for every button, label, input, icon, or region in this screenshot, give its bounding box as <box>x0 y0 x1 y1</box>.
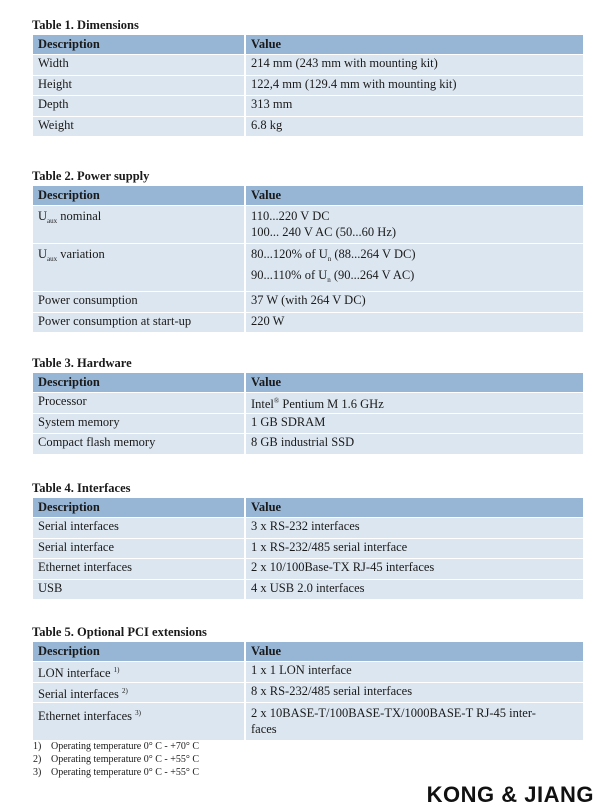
value-subscript: n <box>327 255 332 263</box>
footnote-text: Operating temperature 0° C - +55° C <box>51 767 200 778</box>
row-value: 4 x USB 2.0 interfaces <box>245 579 583 599</box>
value-text: Intel <box>251 397 274 411</box>
label-text: LON interface <box>38 666 114 680</box>
footnote-number: 3) <box>33 767 42 778</box>
row-label <box>33 703 245 741</box>
table-header-row <box>33 35 583 55</box>
table-row <box>33 703 583 741</box>
table3-hardware <box>33 373 583 454</box>
row-value: 37 W (with 264 V DC) <box>245 292 583 313</box>
table-row <box>33 75 583 96</box>
table1-title: Table 1. Dimensions <box>32 18 139 32</box>
table-row <box>33 292 583 313</box>
registered-mark: ® <box>273 397 280 405</box>
table-row <box>33 206 583 244</box>
value-text: (90...264 V AC) <box>330 267 415 282</box>
header-description: Description <box>33 35 245 55</box>
label-u: U <box>38 247 48 261</box>
footnotes <box>33 740 199 779</box>
table-row <box>33 579 583 599</box>
table5-pci-extensions <box>33 642 583 740</box>
row-value <box>245 703 583 741</box>
row-label: System memory <box>33 413 245 434</box>
footnote-text: Operating temperature 0° C - +55° C <box>51 754 200 765</box>
value-text: (88...264 V DC) <box>331 247 416 261</box>
row-value: 3 x RS-232 interfaces <box>245 518 583 539</box>
table-row <box>33 559 583 580</box>
footnote <box>33 740 199 753</box>
footnote-number: 1) <box>33 741 42 752</box>
header-description: Description <box>33 373 245 393</box>
table-row <box>33 682 583 703</box>
table4-title: Table 4. Interfaces <box>32 481 131 495</box>
table-row <box>33 662 583 683</box>
row-value: 2 x 10/100Base-TX RJ-45 interfaces <box>245 559 583 580</box>
value-line: 110...220 V DC <box>251 209 330 223</box>
footnote-ref: 3) <box>135 709 142 717</box>
footnote-text: Operating temperature 0° C - +70° C <box>51 741 200 752</box>
table-row <box>33 244 583 292</box>
row-value: 313 mm <box>245 96 583 117</box>
row-value: 220 W <box>245 312 583 332</box>
brand-logo-text: KONG & JIANG <box>426 782 594 807</box>
header-description: Description <box>33 498 245 518</box>
value-text: Pentium M 1.6 GHz <box>279 397 384 411</box>
row-value <box>245 206 583 244</box>
row-value: 1 x 1 LON interface <box>245 662 583 683</box>
row-value: 122,4 mm (129.4 mm with mounting kit) <box>245 75 583 96</box>
table-header-row <box>33 373 583 393</box>
row-label: Compact flash memory <box>33 434 245 454</box>
value-text: 80...120% of U <box>251 247 328 261</box>
header-value: Value <box>245 186 583 206</box>
table-row <box>33 413 583 434</box>
row-label: Power consumption <box>33 292 245 313</box>
value-text: 90...110% of U <box>251 267 328 282</box>
table-row <box>33 116 583 136</box>
row-label: Serial interfaces <box>33 518 245 539</box>
row-value <box>245 393 583 414</box>
row-label <box>33 244 245 292</box>
row-label <box>33 662 245 683</box>
row-value: 1 GB SDRAM <box>245 413 583 434</box>
row-value: 214 mm (243 mm with mounting kit) <box>245 55 583 76</box>
row-label: Depth <box>33 96 245 117</box>
row-label: Power consumption at start-up <box>33 312 245 332</box>
label-text: Serial interfaces <box>38 686 122 701</box>
header-value: Value <box>245 642 583 662</box>
value-line: 100... 240 V AC (50...60 Hz) <box>251 224 397 239</box>
label-subscript: aux <box>47 255 58 263</box>
table3-title: Table 3. Hardware <box>32 356 132 370</box>
value-line: 2 x 10BASE-T/100BASE-TX/1000BASE-T RJ-45 inter- <box>251 706 536 720</box>
table-row <box>33 393 583 414</box>
header-description: Description <box>33 186 245 206</box>
row-label: Serial interface <box>33 538 245 559</box>
row-value: 6.8 kg <box>245 116 583 136</box>
label-rest: nominal <box>57 209 102 223</box>
table-row <box>33 538 583 559</box>
footnote <box>33 766 199 779</box>
row-label: Ethernet interfaces <box>33 559 245 580</box>
row-value: 1 x RS-232/485 serial interface <box>245 538 583 559</box>
footnote-number: 2) <box>33 754 42 765</box>
table-row <box>33 518 583 539</box>
table-header-row <box>33 186 583 206</box>
label-rest: variation <box>57 247 105 261</box>
row-label <box>33 206 245 244</box>
row-label: Height <box>33 75 245 96</box>
row-label <box>33 682 245 703</box>
table1-dimensions <box>33 35 583 136</box>
row-value: 8 x RS-232/485 serial interfaces <box>245 682 583 703</box>
row-label: Weight <box>33 116 245 136</box>
value-line <box>251 247 579 268</box>
table-row <box>33 434 583 454</box>
footnote-ref: 1) <box>113 666 120 674</box>
label-text: Ethernet interfaces <box>38 709 136 723</box>
footnote-ref: 2) <box>121 686 128 695</box>
value-line: faces <box>251 721 277 736</box>
row-value <box>245 244 583 292</box>
value-line <box>251 268 579 289</box>
row-value: 8 GB industrial SSD <box>245 434 583 454</box>
header-value: Value <box>245 373 583 393</box>
label-u: U <box>38 209 48 223</box>
header-value: Value <box>245 498 583 518</box>
value-subscript: n <box>327 275 331 284</box>
row-label: Width <box>33 55 245 76</box>
table4-interfaces <box>33 498 583 599</box>
table-header-row <box>33 642 583 662</box>
table-header-row <box>33 498 583 518</box>
row-label: Processor <box>33 393 245 414</box>
table2-title: Table 2. Power supply <box>32 169 150 183</box>
footnote <box>33 753 199 766</box>
table-row <box>33 96 583 117</box>
label-subscript: aux <box>47 217 58 225</box>
table5-title: Table 5. Optional PCI extensions <box>32 625 207 639</box>
header-value: Value <box>245 35 583 55</box>
header-description: Description <box>33 642 245 662</box>
row-label: USB <box>33 579 245 599</box>
table-row <box>33 55 583 76</box>
table2-power-supply <box>33 186 583 332</box>
table-row <box>33 312 583 332</box>
